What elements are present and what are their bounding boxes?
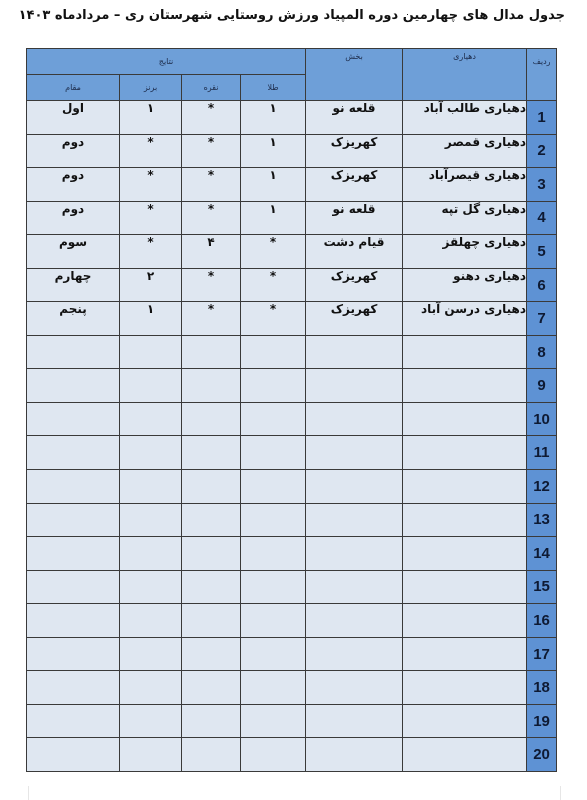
gold-cell — [241, 369, 306, 403]
row-number: 13 — [527, 503, 557, 537]
rank-cell: دوم — [27, 134, 120, 168]
dehyari-cell — [403, 537, 527, 571]
bronze-cell — [120, 470, 182, 504]
bronze-cell — [120, 671, 182, 705]
dehyari-cell — [403, 436, 527, 470]
silver-cell: * — [182, 201, 241, 235]
rank-cell — [27, 503, 120, 537]
rank-cell — [27, 570, 120, 604]
silver-cell — [182, 570, 241, 604]
table-row — [27, 335, 557, 369]
rank-cell — [27, 369, 120, 403]
section-cell — [306, 369, 403, 403]
table-row — [27, 570, 557, 604]
header-bronze: برنز — [120, 75, 182, 101]
header-gold: طلا — [241, 75, 306, 101]
dehyari-cell — [403, 369, 527, 403]
crop-mark-right — [550, 786, 561, 800]
table-row — [27, 436, 557, 470]
silver-cell — [182, 369, 241, 403]
rank-cell: دوم — [27, 168, 120, 202]
gold-cell — [241, 537, 306, 571]
rank-cell — [27, 436, 120, 470]
dehyari-cell — [403, 402, 527, 436]
rank-cell — [27, 704, 120, 738]
gold-cell — [241, 402, 306, 436]
rank-cell — [27, 537, 120, 571]
dehyari-cell — [403, 738, 527, 772]
gold-cell: ۱ — [241, 101, 306, 135]
dehyari-cell: دهیاری چهلقز — [403, 235, 527, 269]
bronze-cell: * — [120, 168, 182, 202]
dehyari-cell — [403, 570, 527, 604]
gold-cell: ۱ — [241, 168, 306, 202]
silver-cell — [182, 637, 241, 671]
silver-cell — [182, 537, 241, 571]
section-cell: قلعه نو — [306, 201, 403, 235]
header-rank: مقام — [27, 75, 120, 101]
section-cell — [306, 503, 403, 537]
dehyari-cell: دهیاری طالب آباد — [403, 101, 527, 135]
table-row — [27, 369, 557, 403]
gold-cell: * — [241, 302, 306, 336]
bronze-cell: * — [120, 235, 182, 269]
crop-mark-left — [28, 786, 39, 800]
silver-cell: * — [182, 302, 241, 336]
section-cell — [306, 436, 403, 470]
row-number: 3 — [527, 168, 557, 202]
table-row — [27, 604, 557, 638]
row-number: 19 — [527, 704, 557, 738]
bronze-cell — [120, 604, 182, 638]
rank-cell — [27, 671, 120, 705]
silver-cell: * — [182, 268, 241, 302]
silver-cell — [182, 470, 241, 504]
dehyari-cell: دهیاری درسن آباد — [403, 302, 527, 336]
dehyari-cell: دهیاری گل تپه — [403, 201, 527, 235]
header-dehyari: دهیاری — [403, 49, 527, 101]
table-row — [27, 704, 557, 738]
silver-cell — [182, 436, 241, 470]
dehyari-cell — [403, 637, 527, 671]
row-number: 7 — [527, 302, 557, 336]
row-number: 16 — [527, 604, 557, 638]
gold-cell — [241, 637, 306, 671]
row-number: 17 — [527, 637, 557, 671]
section-cell — [306, 470, 403, 504]
rank-cell — [27, 604, 120, 638]
dehyari-cell: دهیاری قمصر — [403, 134, 527, 168]
row-number: 2 — [527, 134, 557, 168]
gold-cell: * — [241, 268, 306, 302]
dehyari-cell — [403, 335, 527, 369]
section-cell: کهریزک — [306, 302, 403, 336]
section-cell: کهریزک — [306, 168, 403, 202]
bronze-cell — [120, 436, 182, 470]
dehyari-cell — [403, 604, 527, 638]
dehyari-cell — [403, 470, 527, 504]
row-number: 6 — [527, 268, 557, 302]
section-cell — [306, 537, 403, 571]
table-row — [27, 168, 557, 202]
table-row — [27, 101, 557, 135]
gold-cell — [241, 604, 306, 638]
silver-cell — [182, 335, 241, 369]
section-cell — [306, 738, 403, 772]
rank-cell: دوم — [27, 201, 120, 235]
row-number: 12 — [527, 470, 557, 504]
silver-cell: * — [182, 134, 241, 168]
section-cell: کهریزک — [306, 134, 403, 168]
table-row — [27, 302, 557, 336]
section-cell: قیام دشت — [306, 235, 403, 269]
table-row — [27, 201, 557, 235]
row-number: 15 — [527, 570, 557, 604]
gold-cell — [241, 470, 306, 504]
gold-cell — [241, 335, 306, 369]
bronze-cell — [120, 503, 182, 537]
table-row — [27, 268, 557, 302]
page-title: جدول مدال های چهارمین دوره المپیاد ورزش روستایی شهرستان ری – مردادماه ۱۴۰۳ — [18, 8, 565, 23]
row-number: 5 — [527, 235, 557, 269]
gold-cell — [241, 436, 306, 470]
silver-cell — [182, 402, 241, 436]
rank-cell: سوم — [27, 235, 120, 269]
silver-cell — [182, 503, 241, 537]
table-row — [27, 537, 557, 571]
row-number: 10 — [527, 402, 557, 436]
dehyari-cell — [403, 503, 527, 537]
gold-cell — [241, 738, 306, 772]
gold-cell: ۱ — [241, 201, 306, 235]
medal-table — [26, 48, 557, 772]
section-cell — [306, 604, 403, 638]
bronze-cell — [120, 570, 182, 604]
row-number: 14 — [527, 537, 557, 571]
table-row — [27, 503, 557, 537]
silver-cell: ۴ — [182, 235, 241, 269]
silver-cell: * — [182, 101, 241, 135]
gold-cell: ۱ — [241, 134, 306, 168]
rank-cell — [27, 637, 120, 671]
row-number: 18 — [527, 671, 557, 705]
header-section: بخش — [306, 49, 403, 101]
row-number: 1 — [527, 101, 557, 135]
header-row-number: ردیف — [527, 49, 557, 101]
gold-cell — [241, 503, 306, 537]
rank-cell: چهارم — [27, 268, 120, 302]
bronze-cell: ۲ — [120, 268, 182, 302]
silver-cell: * — [182, 168, 241, 202]
silver-cell — [182, 671, 241, 705]
table-row — [27, 637, 557, 671]
bronze-cell: * — [120, 201, 182, 235]
row-number: 4 — [527, 201, 557, 235]
section-cell — [306, 402, 403, 436]
bronze-cell — [120, 637, 182, 671]
section-cell — [306, 704, 403, 738]
bronze-cell — [120, 704, 182, 738]
section-cell — [306, 637, 403, 671]
dehyari-cell — [403, 704, 527, 738]
row-number: 20 — [527, 738, 557, 772]
bronze-cell — [120, 537, 182, 571]
dehyari-cell: دهیاری دهنو — [403, 268, 527, 302]
section-cell — [306, 671, 403, 705]
section-cell: قلعه نو — [306, 101, 403, 135]
row-number: 8 — [527, 335, 557, 369]
table-row — [27, 738, 557, 772]
gold-cell — [241, 671, 306, 705]
rank-cell — [27, 470, 120, 504]
rank-cell — [27, 738, 120, 772]
table-body — [27, 101, 557, 772]
header-results: نتایج — [27, 49, 306, 75]
gold-cell — [241, 704, 306, 738]
row-number: 11 — [527, 436, 557, 470]
silver-cell — [182, 738, 241, 772]
bronze-cell — [120, 738, 182, 772]
rank-cell — [27, 335, 120, 369]
silver-cell — [182, 604, 241, 638]
dehyari-cell: دهیاری قیصرآباد — [403, 168, 527, 202]
gold-cell: * — [241, 235, 306, 269]
table-row — [27, 402, 557, 436]
rank-cell: پنجم — [27, 302, 120, 336]
bronze-cell: ۱ — [120, 101, 182, 135]
section-cell: کهریزک — [306, 268, 403, 302]
table-row — [27, 470, 557, 504]
dehyari-cell — [403, 671, 527, 705]
bronze-cell — [120, 369, 182, 403]
table-row — [27, 235, 557, 269]
rank-cell — [27, 402, 120, 436]
section-cell — [306, 570, 403, 604]
bronze-cell: * — [120, 134, 182, 168]
table-row — [27, 134, 557, 168]
silver-cell — [182, 704, 241, 738]
row-number: 9 — [527, 369, 557, 403]
section-cell — [306, 335, 403, 369]
gold-cell — [241, 570, 306, 604]
rank-cell: اول — [27, 101, 120, 135]
bronze-cell: ۱ — [120, 302, 182, 336]
bronze-cell — [120, 335, 182, 369]
bronze-cell — [120, 402, 182, 436]
header-silver: نقره — [182, 75, 241, 101]
table-row — [27, 671, 557, 705]
